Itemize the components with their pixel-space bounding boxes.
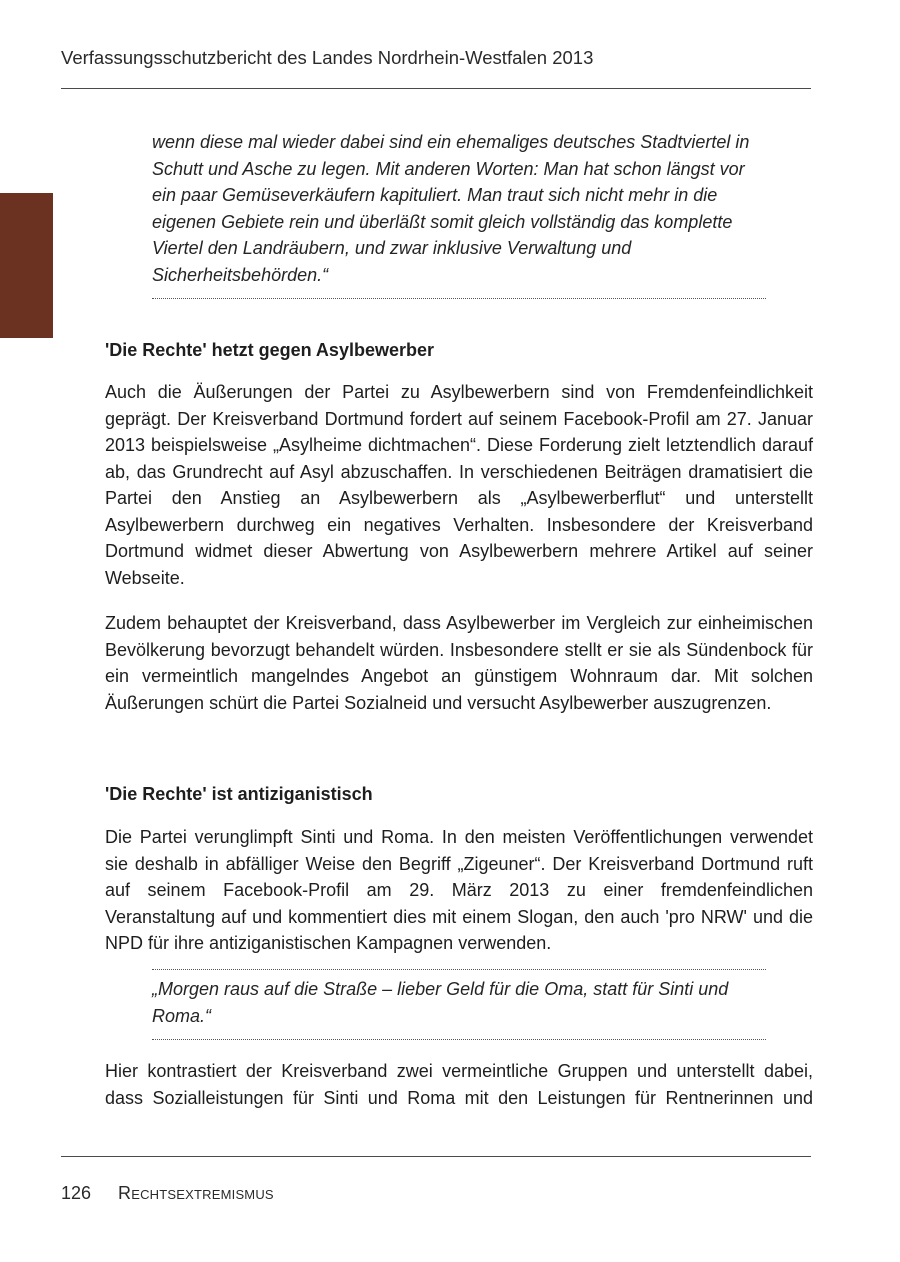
quote-divider — [152, 969, 766, 970]
body-paragraph: Auch die Äußerungen der Partei zu Asylbewerbern sind von Fremdenfeindlichkeit geprägt. Der Kreisverband Dortmund fordert auf seinem Facebook-Profil am 27. Januar 2013 beispielsweise „Asylheime dichtmachen“. Diese Forderung zielt letztendlich darauf ab, das Grundrecht auf Asyl abzuschaffen. In verschiedenen Beiträgen dramatisiert die Partei den Anstieg an Asylbewerbern als „Asylbewerberflut“ und unterstellt Asylbewerbern durchweg ein negatives Verhalten. Insbesondere der Kreisverband Dortmund widmet dieser Abwertung von Asylbewerbern mehrere Artikel auf seiner Webseite. — [105, 382, 813, 588]
header-divider — [61, 88, 811, 89]
quote-divider — [152, 1039, 766, 1040]
body-paragraph: Zudem behauptet der Kreisverband, dass Asylbewerber im Vergleich zur einheimischen Bevölkerung bevorzugt behandelt würden. Insbesondere stellt er sie als Sündenbock für ein vermeintlich mangelndes Angebot an günstigem Wohnraum dar. Mit solchen Äußerungen schürt die Partei Sozialneid und versucht Asylbewerber auszugrenzen. — [105, 613, 813, 713]
section-heading: 'Die Rechte' hetzt gegen Asylbewerber — [105, 340, 434, 360]
footer-divider — [61, 1156, 811, 1157]
footer-section-name: Rechtsextremismus — [118, 1183, 274, 1203]
chapter-marker-tab — [0, 193, 53, 338]
quote-divider — [152, 298, 766, 299]
block-quote: wenn diese mal wieder dabei sind ein ehemaliges deutsches Stadtviertel in Schutt und Asche zu legen. Mit anderen Worten: Man hat schon längst vor ein paar Gemüseverkäufern kapituliert. Man traut sich nicht mehr in die eigenen Gebiete rein und überläßt somit gleich vollständig das komplette Viertel den Landräubern, und zwar inklusive Verwaltung und Sicherheitsbehörden.“ — [152, 132, 750, 285]
page-header-title: Verfassungsschutzbericht des Landes Nordrhein-Westfalen 2013 — [61, 47, 594, 68]
section-heading: 'Die Rechte' ist antiziganistisch — [105, 784, 373, 804]
page-number: 126 — [61, 1183, 92, 1203]
body-paragraph: Die Partei verunglimpft Sinti und Roma. In den meisten Veröffentlichungen verwendet sie deshalb in abfälliger Weise den Begriff „Zigeuner“. Der Kreisverband Dortmund ruft auf seinem Facebook-Profil am 29. März 2013 zu einer fremdenfeindlichen Veranstaltung auf und kommentiert dies mit einem Slogan, den auch 'pro NRW' und die NPD für ihre antiziganistischen Kampagnen verwenden. — [105, 827, 813, 953]
body-paragraph: Hier kontrastiert der Kreisverband zwei vermeintliche Gruppen und unterstellt dabei, dass Sozialleistungen für Sinti und Roma mit den Leistungen für Rentnerinnen und — [105, 1061, 813, 1108]
block-quote: „Morgen raus auf die Straße – lieber Geld für die Oma, statt für Sinti und Roma.“ — [152, 979, 729, 1026]
